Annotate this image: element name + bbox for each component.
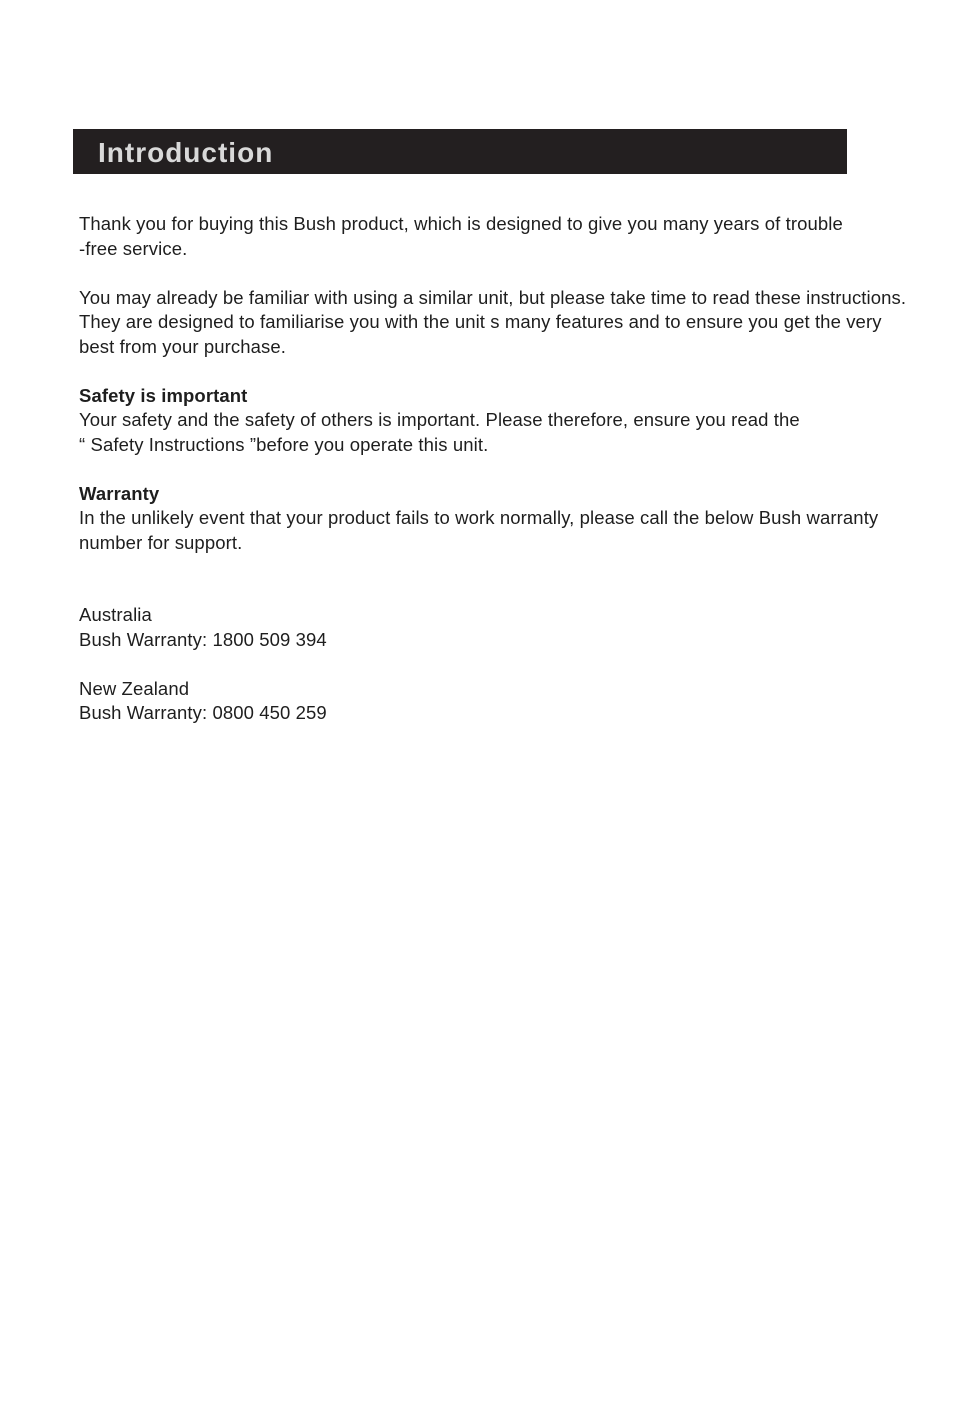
spacer — [79, 261, 919, 286]
contact-phone: Bush Warranty: 0800 450 259 — [79, 702, 327, 723]
document-body — [79, 212, 919, 726]
intro-line-2: -free service. — [79, 237, 188, 259]
intro-paragraph — [79, 212, 919, 261]
safety-line-1: Your safety and the safety of others is important. Please therefore, ensure you read the — [79, 409, 800, 430]
intro-line-1: Thank you for buying this Bush product, which is designed to give you many years of trouble — [79, 213, 843, 234]
warranty-line-2: number for support. — [79, 531, 243, 553]
contact-country: Australia — [79, 604, 152, 625]
familiar-line-1: You may already be familiar with using a similar unit, but please take time to read these instructions. — [79, 286, 907, 308]
spacer — [79, 359, 919, 384]
contact-phone: Bush Warranty: 1800 509 394 — [79, 628, 327, 650]
contact-australia — [79, 603, 919, 652]
contact-new-zealand — [79, 677, 919, 726]
section-header-bar — [73, 129, 847, 174]
familiar-line-3: best from your purchase. — [79, 335, 287, 357]
spacer — [79, 555, 919, 603]
warranty-heading: Warranty — [79, 482, 160, 504]
safety-heading: Safety is important — [79, 384, 248, 406]
safety-line-2: “ Safety Instructions ”before you operate this unit. — [79, 433, 489, 455]
familiar-paragraph — [79, 286, 919, 360]
contact-country: New Zealand — [79, 677, 190, 699]
safety-section — [79, 384, 919, 458]
familiar-line-2: They are designed to familiarise you with the unit s many features and to ensure you get the very — [79, 311, 882, 332]
spacer — [79, 457, 919, 482]
warranty-line-1: In the unlikely event that your product fails to work normally, please call the below Bush warranty — [79, 507, 879, 528]
page-title: Introduction — [98, 137, 274, 168]
spacer — [79, 652, 919, 677]
warranty-section — [79, 482, 919, 556]
